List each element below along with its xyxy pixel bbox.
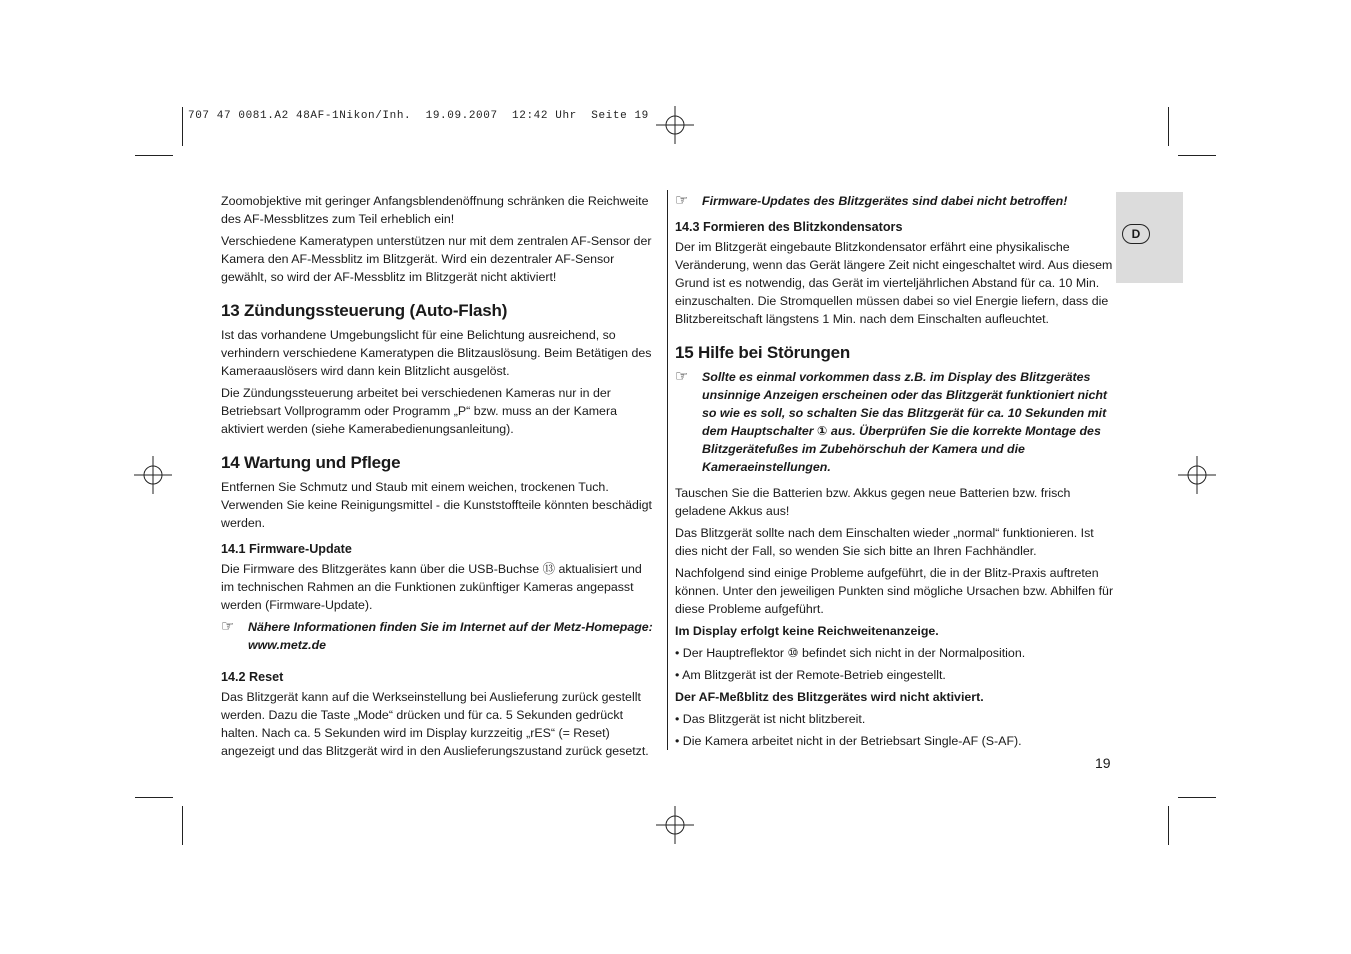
note-text: Firmware-Updates des Blitzgerätes sind dabei nicht betroffen! [702, 194, 1068, 208]
bullet-item: • Das Blitzgerät ist nicht blitzbereit. [675, 712, 866, 726]
paragraph: Ist das vorhandene Umgebungslicht für eine Belichtung ausreichend, so verhindern verschiedene Kameratypen die Blitzauslösung. Beim Betätigen des Kameraauslösers wird dann kein Blitzlicht ausgelöst. [221, 328, 652, 378]
left-column [221, 192, 657, 764]
crop-mark-icon [1168, 806, 1169, 845]
paragraph: Die Zündungssteuerung arbeitet bei verschiedenen Kameras nur in der Betriebsart Vollprogramm oder Programm „P“ bzw. muss an der Kamera aktiviert werden (siehe Kamerabedienungsanleitung). [221, 386, 617, 436]
subsection-heading-14-2: 14.2 Reset [221, 670, 284, 684]
crop-mark-icon [1168, 107, 1169, 146]
section-heading-13: 13 Zündungssteuerung (Auto-Flash) [221, 301, 508, 320]
crop-mark-icon [182, 806, 183, 845]
problem-heading: Der AF-Meßblitz des Blitzgerätes wird nicht aktiviert. [675, 690, 984, 704]
crop-mark-icon [182, 107, 183, 146]
pointing-hand-icon: ☞ [221, 618, 235, 635]
page-number: 19 [1095, 755, 1111, 771]
paragraph: Tauschen Sie die Batterien bzw. Akkus gegen neue Batterien bzw. frisch geladene Akkus aus! [675, 486, 1071, 518]
bullet-item: • Der Hauptreflektor ⑩ befindet sich nicht in der Normalposition. [675, 646, 1026, 660]
note-text: Sollte es einmal vorkommen dass z.B. im Display des Blitzgerätes unsinnige Anzeigen erscheinen oder das Blitzgerät funktioniert nicht so wie es soll, so schalten Sie das Blitzgerät für ca. 10 Sekunden mit dem Hauptschalter ① aus. Überprüfen Sie die korrekte Montage des Blitzgerätefußes im Zubehörschuh der Kamera und die Kameraeinstellungen. [702, 370, 1108, 474]
pointing-hand-icon: ☞ [675, 368, 689, 385]
language-badge: D [1122, 224, 1150, 244]
note-text: Nähere Informationen finden Sie im Internet auf der Metz-Homepage: www.metz.de [248, 620, 653, 652]
bullet-item: • Am Blitzgerät ist der Remote-Betrieb eingestellt. [675, 668, 946, 682]
paragraph: Der im Blitzgerät eingebaute Blitzkondensator erfährt eine physikalische Veränderung, wenn das Gerät längere Zeit nicht eingeschaltet wird. Aus diesem Grund ist es notwendig, das Gerät im vierteljährlichen Abstand für ca. 10 Min. einzuschalten. Die Stromquellen müssen dabei so viel Energie liefern, dass die Blitzbereitschaft längstens 1 Min. nach dem Einschalten aufleuchtet. [675, 240, 1113, 326]
language-tab [1116, 192, 1183, 283]
paragraph: Das Blitzgerät kann auf die Werkseinstellung bei Auslieferung zurück gestellt werden. Dazu die Taste „Mode“ drücken und für ca. 5 Sekunden gedrückt halten. Nach ca. 5 Sekunden wird im Display kurzzeitig „rES“ (= Reset) angezeigt und das Blitzgerät wird in den Auslieferungszustand zurück gesetzt. [221, 690, 649, 758]
bullet-item: • Die Kamera arbeitet nicht in der Betriebsart Single-AF (S-AF). [675, 734, 1022, 748]
problem-heading: Im Display erfolgt keine Reichweitenanzeige. [675, 624, 939, 638]
note [675, 368, 1115, 476]
paragraph: Nachfolgend sind einige Probleme aufgeführt, die in der Blitz-Praxis auftreten können. Unter den jeweiligen Punkten sind mögliche Ursachen bzw. Abhilfen für diese Probleme aufgeführt. [675, 566, 1114, 616]
subsection-heading-14-3: 14.3 Formieren des Blitzkondensators [675, 220, 903, 234]
registration-mark-icon [134, 456, 172, 494]
registration-mark-icon [1178, 456, 1216, 494]
crop-mark-icon [135, 797, 173, 798]
paragraph: Das Blitzgerät sollte nach dem Einschalten wieder „normal“ funktionieren. Ist dies nicht der Fall, so wenden Sie sich bitte an Ihren Fachhändler. [675, 526, 1094, 558]
column-divider [667, 190, 668, 750]
section-heading-14: 14 Wartung und Pflege [221, 453, 401, 472]
right-column [675, 192, 1115, 754]
paragraph: Entfernen Sie Schmutz und Staub mit einem weichen, trockenen Tuch. Verwenden Sie keine Reinigungsmittel - die Kunststoffteile könnten beschädigt werden. [221, 480, 652, 530]
subsection-heading-14-1: 14.1 Firmware-Update [221, 542, 352, 556]
print-slug-line: 707 47 0081.A2 48AF-1Nikon/Inh. 19.09.2007 12:42 Uhr Seite 19 [188, 110, 649, 122]
crop-mark-icon [1178, 155, 1216, 156]
paragraph: Verschiedene Kameratypen unterstützen nur mit dem zentralen AF-Sensor der Kamera den AF-Messblitz im Blitzgerät. Wird ein dezentraler AF-Sensor gewählt, so wird der AF-Messblitz im Blitzgerät nicht aktiviert! [221, 234, 652, 284]
registration-mark-icon [656, 806, 694, 844]
crop-mark-icon [1178, 797, 1216, 798]
registration-mark-icon [656, 106, 694, 144]
note [221, 618, 657, 654]
paragraph: Die Firmware des Blitzgerätes kann über die USB-Buchse ⑬ aktualisiert und im technischen Rahmen an die Funktionen zukünftiger Kameras angepasst werden (Firmware-Update). [221, 562, 642, 612]
paragraph: Zoomobjektive mit geringer Anfangsblendenöffnung schränken die Reichweite des AF-Messblitzes zum Teil erheblich ein! [221, 194, 649, 226]
pointing-hand-icon: ☞ [675, 192, 689, 209]
crop-mark-icon [135, 155, 173, 156]
note [675, 192, 1115, 210]
section-heading-15: 15 Hilfe bei Störungen [675, 343, 851, 362]
